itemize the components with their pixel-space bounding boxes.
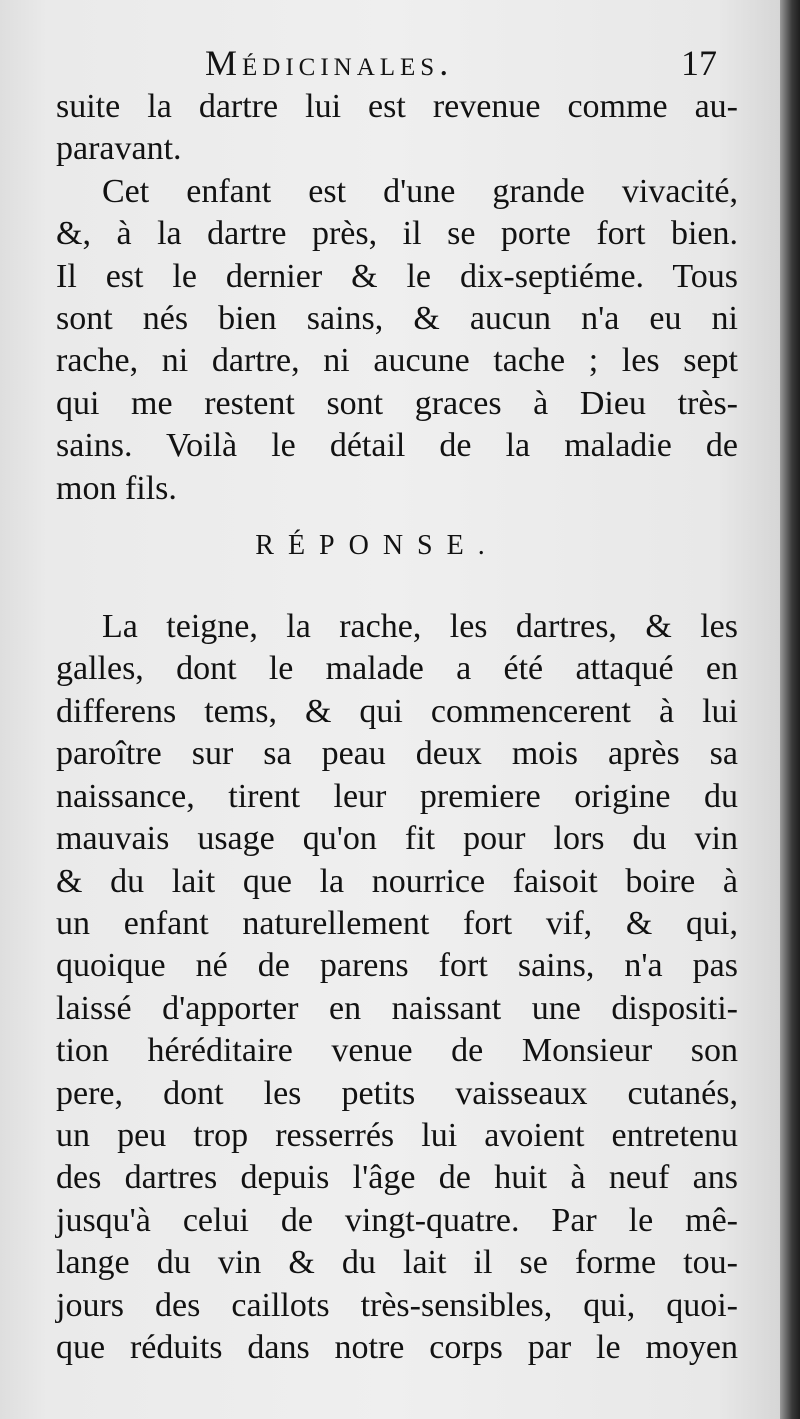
paragraph-3 [56, 606, 738, 1369]
text-line: galles, dont le malade a été attaqué en [56, 650, 738, 688]
text-line: Cet enfant est d'une grande vivacité, [102, 172, 738, 210]
text-line: pere, dont les petits vaisseaux cutanés, [56, 1074, 738, 1112]
text-line: mon fils. [56, 469, 177, 507]
text-line: quoique né de parens fort sains, n'a pas [56, 947, 738, 985]
text-line: un enfant naturellement fort vif, & qui, [56, 904, 738, 942]
section-heading: RÉPONSE. [255, 530, 499, 562]
heading-spacer [56, 582, 738, 606]
text-line: differens tems, & qui commencerent à lui [56, 692, 738, 730]
text-line: sont nés bien sains, & aucun n'a eu ni [56, 300, 738, 338]
text-line: sains. Voilà le détail de la maladie de [56, 427, 738, 465]
text-line: La teigne, la rache, les dartres, & les [102, 608, 738, 646]
text-line: des dartres depuis l'âge de huit à neuf ans [56, 1159, 738, 1197]
text-line: rache, ni dartre, ni aucune tache ; les sept [56, 342, 738, 380]
text-line: lange du vin & du lait il se forme tou- [56, 1244, 738, 1282]
paragraph-2 [56, 171, 738, 510]
running-head [205, 42, 725, 92]
text-line: suite la dartre lui est revenue comme au- [56, 88, 738, 125]
text-line: &, à la dartre près, il se porte fort bien. [56, 215, 738, 253]
text-line: jusqu'à celui de vingt-quatre. Par le mê- [56, 1201, 738, 1239]
text-line: paravant. [56, 130, 182, 168]
text-line: tion héréditaire venue de Monsieur son [56, 1032, 738, 1070]
text-line: jours des caillots très-sensibles, qui, quoi- [56, 1286, 738, 1324]
text-line: un peu trop resserrés lui avoient entretenu [56, 1116, 738, 1154]
body-text [56, 86, 738, 1369]
paragraph-1 [56, 86, 738, 171]
running-title: Médicinales. [205, 43, 454, 83]
text-line: mauvais usage qu'on fit pour lors du vin [56, 820, 738, 858]
text-line: Il est le dernier & le dix-septiéme. Tous [56, 257, 738, 295]
text-line: qui me restent sont graces à Dieu très- [56, 384, 738, 422]
text-line: & du lait que la nourrice faisoit boire à [56, 862, 738, 900]
page-edge-shadow [780, 0, 800, 1419]
text-line: naissance, tirent leur premiere origine du [56, 777, 738, 815]
text-line: que réduits dans notre corps par le moyen [56, 1328, 738, 1366]
text-line: paroître sur sa peau deux mois après sa [56, 735, 738, 773]
page-number: 17 [681, 43, 717, 83]
text-line: laissé d'apporter en naissant une dispositi- [56, 989, 738, 1027]
